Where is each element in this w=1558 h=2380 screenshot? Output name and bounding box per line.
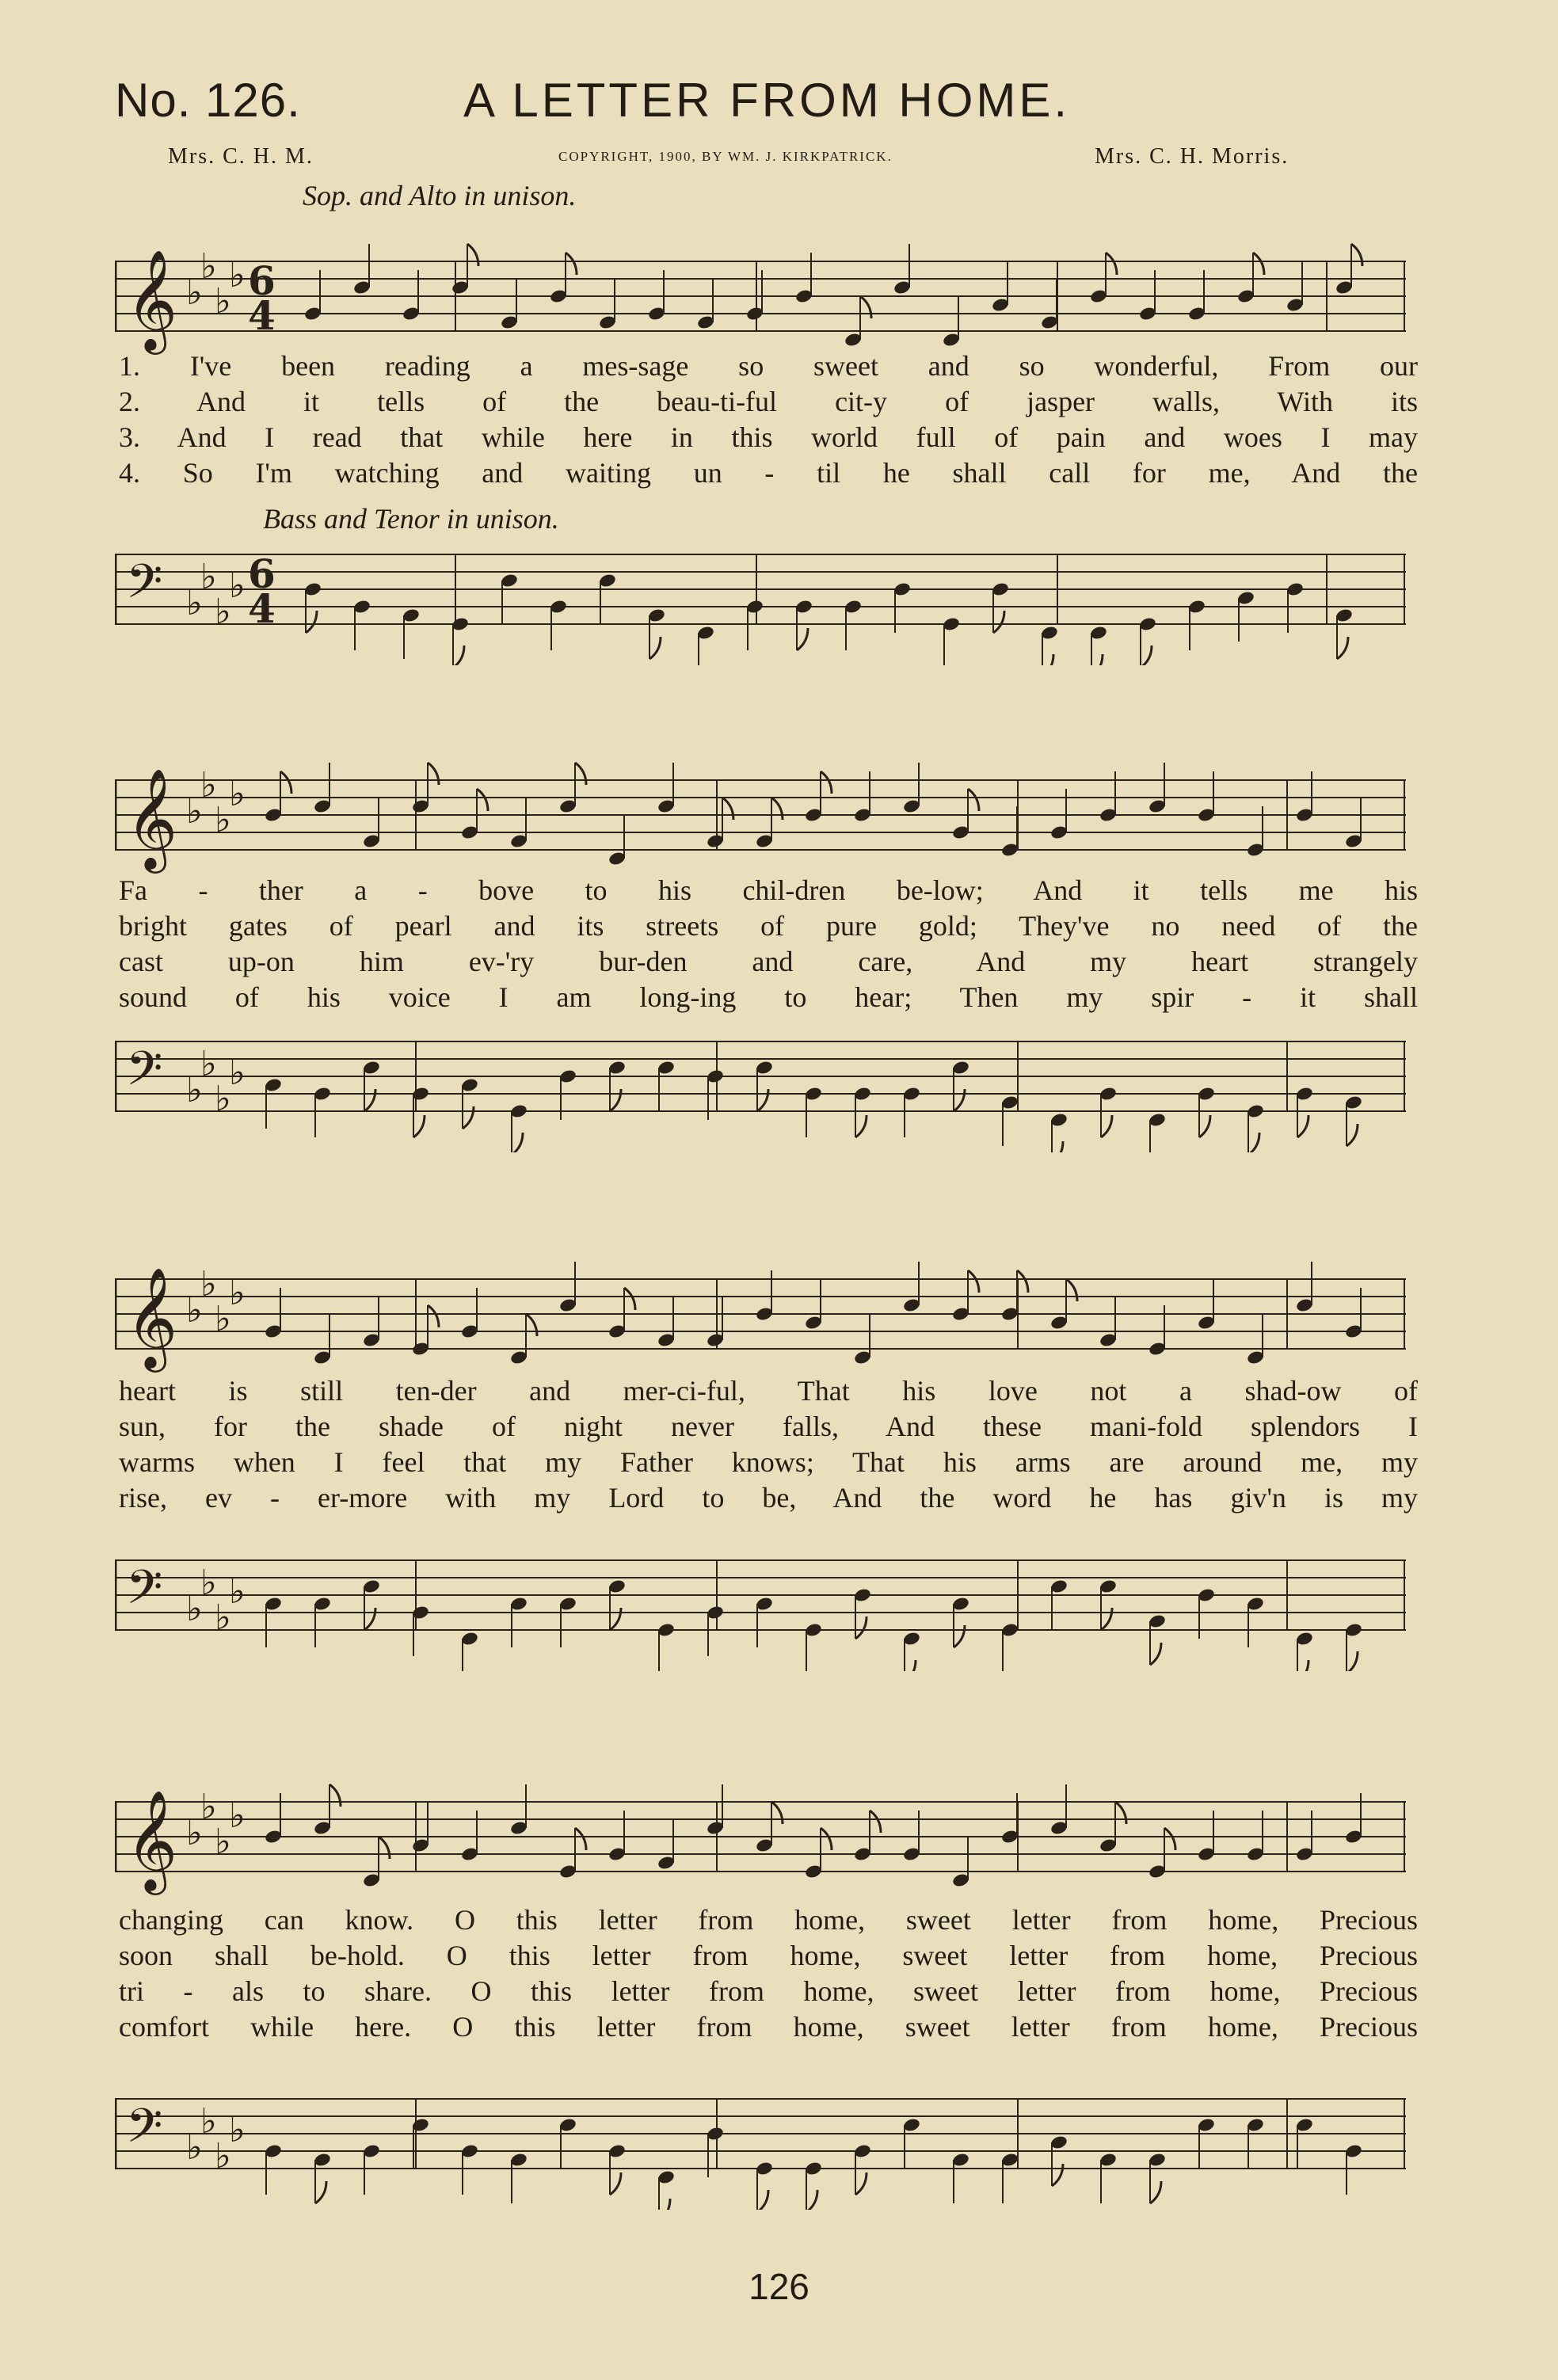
bass-staff — [115, 523, 1414, 665]
flat-icon: ♭ — [215, 1299, 231, 1339]
note-flag — [1347, 1651, 1358, 1671]
note-flag — [1253, 253, 1264, 275]
note-flag — [1347, 1124, 1358, 1146]
note-flag — [821, 1828, 832, 1850]
note-flag — [364, 1608, 375, 1630]
lyric-verse-1: Fa - ther a - bove to his chil-dren be-low; And it tells me his — [119, 874, 1418, 906]
flat-icon: ♭ — [229, 1053, 246, 1093]
lyric-verse-4: rise, ev - er-more with my Lord to be, And the word he has giv'n is my — [119, 1482, 1418, 1514]
flat-icon: ♭ — [215, 1597, 231, 1638]
flat-icon: ♭ — [215, 281, 231, 322]
note-flag — [649, 637, 661, 659]
note-flag — [364, 1089, 375, 1111]
flat-icon: ♭ — [186, 1070, 203, 1110]
note-flag — [610, 1608, 621, 1630]
note-flag — [954, 1625, 965, 1647]
note-flag — [1337, 637, 1348, 659]
note-flag — [477, 789, 488, 811]
note-flag — [757, 2190, 768, 2210]
note-flag — [413, 1115, 425, 1137]
note-flag — [1066, 1279, 1077, 1301]
copyright-notice: COPYRIGHT, 1900, BY WM. J. KIRKPATRICK. — [558, 149, 893, 164]
lyric-verse-1: 1. I've been reading a mes-sage so sweet and so wonderful, From our — [119, 350, 1418, 382]
bass-clef-icon: 𝄢 — [126, 2098, 163, 2165]
note-flag — [330, 1784, 341, 1807]
note-flag — [1199, 1115, 1210, 1137]
music-credit: Mrs. C. H. Morris. — [1095, 144, 1289, 169]
flat-icon: ♭ — [215, 2136, 231, 2176]
time-signature-top: 6 — [248, 257, 276, 304]
note-flag — [575, 763, 586, 785]
note-flag — [993, 611, 1004, 633]
hymn-number: No. 126. — [115, 74, 301, 127]
note-flag — [1248, 1133, 1259, 1152]
note-flag — [566, 253, 577, 275]
note-flag — [428, 763, 439, 785]
note-flag — [1042, 654, 1053, 665]
flat-icon: ♭ — [200, 557, 217, 597]
note-flag — [1106, 253, 1117, 275]
note-flag — [280, 771, 291, 794]
note-flag — [575, 1828, 586, 1850]
note-flag — [463, 1106, 474, 1129]
lyric-verse-2: bright gates of pearl and its streets of pure gold; They've no need of the — [119, 910, 1418, 942]
note-flag — [855, 1616, 867, 1639]
flat-icon: ♭ — [186, 1589, 203, 1629]
bass-clef-icon: 𝄢 — [126, 554, 163, 620]
flat-icon: ♭ — [215, 1822, 231, 1862]
flat-icon: ♭ — [215, 592, 231, 632]
note-flag — [306, 611, 317, 633]
note-flag — [722, 798, 733, 820]
note-flag — [1017, 1270, 1028, 1293]
treble-staff — [115, 1770, 1414, 1913]
lyric-verse-2: sun, for the shade of night never falls, And these mani-fold splendors I — [119, 1411, 1418, 1442]
lyric-verse-3: warms when I feel that my Father knows; That his arms are around me, my — [119, 1446, 1418, 1478]
note-flag — [1297, 1660, 1308, 1671]
bass-staff — [115, 1529, 1414, 1671]
bass-clef-icon: 𝄢 — [126, 1559, 163, 1626]
note-flag — [870, 1811, 881, 1833]
note-flag — [610, 1089, 621, 1111]
lower-voices-instruction: Bass and Tenor in unison. — [263, 503, 559, 535]
note-flag — [860, 296, 871, 318]
lyric-verse-2: 2. And it tells of the beau-ti-ful cit-y of jasper walls, With its — [119, 386, 1418, 417]
note-flag — [771, 798, 783, 820]
note-flag — [624, 1288, 635, 1310]
note-flag — [757, 1089, 768, 1111]
note-flag — [526, 1314, 537, 1336]
flat-icon: ♭ — [186, 1813, 203, 1853]
note-flag — [428, 1305, 439, 1327]
lyrics-block-3 — [119, 1373, 1418, 1516]
treble-staff — [115, 748, 1414, 891]
note-flag — [453, 645, 464, 665]
note-flag — [1141, 645, 1152, 665]
note-flag — [821, 771, 832, 794]
lyric-verse-3: cast up-on him ev-'ry bur-den and care, And my heart strangely — [119, 946, 1418, 977]
note-flag — [1052, 2164, 1063, 2186]
note-flag — [1052, 1141, 1063, 1152]
lyric-verse-2: soon shall be-hold. O this letter from home, sweet letter from home, Precious — [119, 1940, 1418, 1971]
note-flag — [467, 244, 478, 266]
note-flag — [806, 2190, 817, 2210]
flat-icon: ♭ — [229, 1273, 246, 1313]
note-flag — [771, 1802, 783, 1824]
note-flag — [968, 1270, 979, 1293]
treble-clef-icon: 𝄞 — [126, 1266, 178, 1368]
flat-icon: ♭ — [229, 774, 246, 814]
lyric-verse-4: sound of his voice I am long-ing to hear; Then my spir - it shall — [119, 981, 1418, 1013]
bass-staff — [115, 1010, 1414, 1152]
note-flag — [1101, 1115, 1112, 1137]
lyrics-block-4 — [119, 1902, 1418, 2045]
note-flag — [1351, 244, 1362, 266]
note-flag — [855, 1115, 867, 1137]
note-flag — [379, 1837, 390, 1859]
treble-clef-icon: 𝄞 — [126, 767, 178, 869]
upper-voices-instruction: Sop. and Alto in unison. — [303, 180, 577, 211]
treble-clef-icon: 𝄞 — [126, 1789, 178, 1891]
treble-staff — [115, 1247, 1414, 1390]
lyric-verse-1: heart is still ten-der and mer-ci-ful, That his love not a shad-ow of — [119, 1375, 1418, 1407]
note-flag — [1164, 1828, 1175, 1850]
flat-icon: ♭ — [186, 583, 203, 623]
flat-icon: ♭ — [186, 2127, 203, 2168]
note-flag — [1115, 1802, 1126, 1824]
flat-icon: ♭ — [200, 1044, 217, 1084]
note-flag — [1150, 1643, 1161, 1665]
time-signature-top: 6 — [248, 550, 276, 597]
hymn-title: A LETTER FROM HOME. — [463, 74, 1071, 127]
time-signature-bottom: 4 — [248, 585, 276, 632]
page-number: 126 — [749, 2266, 809, 2307]
note-flag — [968, 789, 979, 811]
note-flag — [797, 628, 808, 650]
lyrics-block-2 — [119, 873, 1418, 1015]
note-flag — [659, 2199, 670, 2210]
flat-icon: ♭ — [229, 2110, 246, 2150]
flat-icon: ♭ — [215, 800, 231, 840]
flat-icon: ♭ — [200, 1787, 217, 1827]
flat-icon: ♭ — [215, 1079, 231, 1119]
flat-icon: ♭ — [186, 1290, 203, 1331]
note-flag — [1101, 1608, 1112, 1630]
flat-icon: ♭ — [200, 765, 217, 805]
flat-icon: ♭ — [200, 246, 217, 287]
flat-icon: ♭ — [186, 272, 203, 313]
lyric-verse-1: changing can know. O this letter from home, sweet letter from home, Precious — [119, 1904, 1418, 1936]
lyric-verse-3: tri - als to share. O this letter from home, sweet letter from home, Precious — [119, 1975, 1418, 2007]
bass-clef-icon: 𝄢 — [126, 1041, 163, 1107]
flat-icon: ♭ — [229, 255, 246, 295]
note-flag — [1091, 654, 1103, 665]
time-signature-bottom: 4 — [248, 292, 276, 339]
lyrics-block-1 — [119, 348, 1418, 491]
flat-icon: ♭ — [229, 1571, 246, 1612]
note-flag — [1297, 1115, 1308, 1137]
note-flag — [512, 1133, 523, 1152]
bass-staff — [115, 2067, 1414, 2210]
words-credit: Mrs. C. H. M. — [168, 144, 314, 169]
note-flag — [1150, 2181, 1161, 2203]
flat-icon: ♭ — [200, 1264, 217, 1304]
treble-clef-icon: 𝄞 — [126, 249, 178, 350]
flat-icon: ♭ — [200, 2101, 217, 2142]
note-flag — [610, 2172, 621, 2195]
lyric-verse-3: 3. And I read that while here in this world full of pain and woes I may — [119, 421, 1418, 453]
flat-icon: ♭ — [200, 1563, 217, 1603]
flat-icon: ♭ — [229, 565, 246, 606]
note-flag — [315, 2181, 326, 2203]
note-flag — [855, 2172, 867, 2195]
lyric-verse-4: 4. So I'm watching and waiting un - til he shall call for me, And the — [119, 457, 1418, 489]
flat-icon: ♭ — [186, 791, 203, 832]
lyric-verse-4: comfort while here. O this letter from home, sweet letter from home, Precious — [119, 2011, 1418, 2043]
flat-icon: ♭ — [229, 1795, 246, 1836]
note-flag — [954, 1089, 965, 1111]
note-flag — [905, 1660, 916, 1671]
